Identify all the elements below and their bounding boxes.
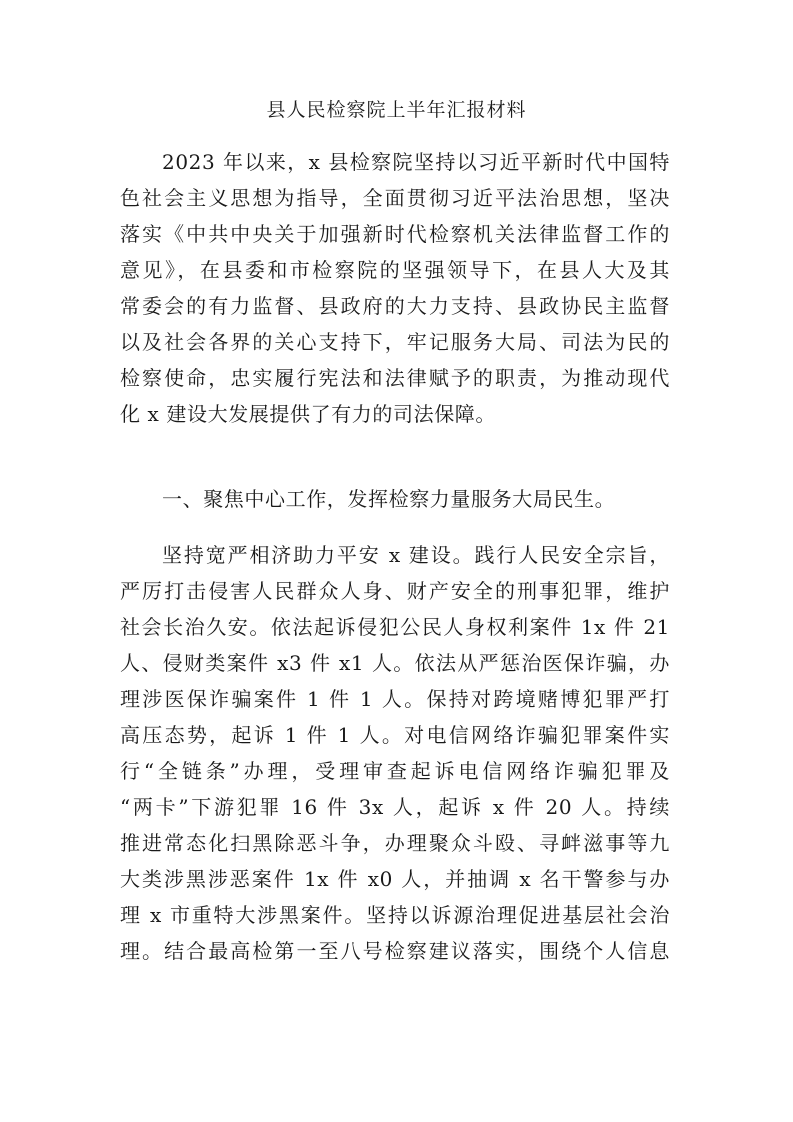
paragraph-line: 严厉打击侵害人民群众人身、财产安全的刑事犯罪，维护 [120,579,670,603]
intro-paragraph [120,144,670,432]
paragraph-line: 大类涉黑涉恶案件 1x 件 x0 人，并抽调 x 名干警参与办 [120,867,670,891]
paragraph-line: 化 x 建设大发展提供了有力的司法保障。 [120,402,496,426]
body-paragraph [120,537,670,969]
paragraph-line: 坚持宽严相济助力平安 x 建设。践行人民安全宗旨， [162,543,670,567]
paragraph-line: 高压态势，起诉 1 件 1 人。对电信网络诈骗犯罪案件实 [120,723,670,747]
paragraph-line: 理。结合最高检第一至八号检察建议落实，围绕个人信息 [120,939,670,963]
paragraph-line: 理涉医保诈骗案件 1 件 1 人。保持对跨境赌博犯罪严打 [120,687,670,711]
paragraph-line: 意见》，在县委和市检察院的坚强领导下，在县人大及其 [120,258,670,282]
paragraph-line: 落实《中共中央关于加强新时代检察机关法律监督工作的 [120,222,670,246]
paragraph-line: 理 x 市重特大涉黑案件。坚持以诉源治理促进基层社会治 [120,903,670,927]
section-heading [120,481,670,517]
paragraph-line: 人、侵财类案件 x3 件 x1 人。依法从严惩治医保诈骗，办 [120,651,670,675]
paragraph-line: 2023 年以来，x 县检察院坚持以习近平新时代中国特 [162,150,670,174]
section-heading-text: 一、聚焦中心工作，发挥检察力量服务大局民生。 [162,487,616,511]
paragraph-line: 色社会主义思想为指导，全面贯彻习近平法治思想，坚决 [120,186,670,210]
paragraph-line: 以及社会各界的关心支持下，牢记服务大局、司法为民的 [120,330,670,354]
paragraph-line: “两卡”下游犯罪 16 件 3x 人，起诉 x 件 20 人。持续 [120,795,670,819]
document-title: 县人民检察院上半年汇报材料 [266,99,527,121]
paragraph-line: 行“全链条”办理，受理审查起诉电信网络诈骗犯罪及 [120,759,670,783]
paragraph-line: 社会长治久安。依法起诉侵犯公民人身权利案件 1x 件 21 [120,615,670,639]
paragraph-line: 检察使命，忠实履行宪法和法律赋予的职责，为推动现代 [120,366,670,390]
paragraph-line: 常委会的有力监督、县政府的大力支持、县政协民主监督 [120,294,670,318]
paragraph-line: 推进常态化扫黑除恶斗争，办理聚众斗殴、寻衅滋事等九 [120,831,670,855]
